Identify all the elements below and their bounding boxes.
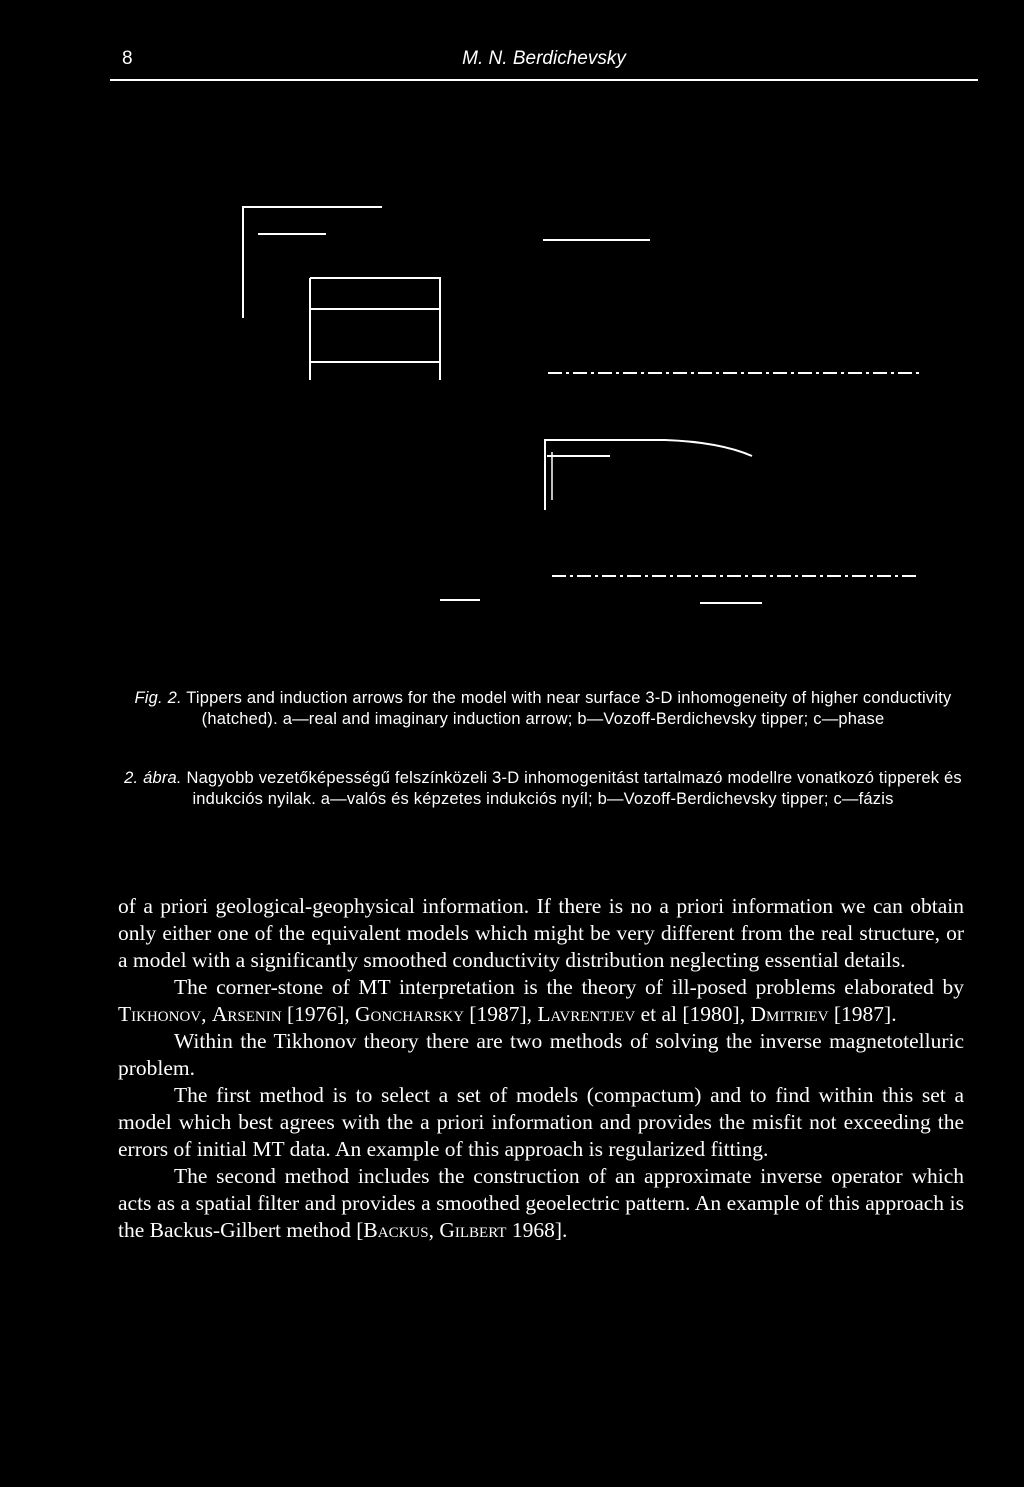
figure-tipper-curve <box>545 440 752 510</box>
figure-2 <box>0 0 1024 640</box>
figure-model-outline <box>243 207 382 318</box>
citation-lavrentjev: Lavrentjev <box>537 1002 636 1026</box>
citation-backus: Backus <box>363 1218 429 1242</box>
figure-model-box <box>310 278 440 380</box>
page-number: 8 <box>122 48 133 69</box>
caption-hu-text: Nagyobb vezetőképességű felszínközeli 3-D inhomogenitást tartalmazó modellre vonatkozó tipperek és indukciós nyilak. a—valós és képzetes indukciós nyíl; b—Vozoff-Berdichevsky tipper; c—fázis <box>181 769 962 808</box>
citation-arsenin: Arsenin <box>211 1002 282 1026</box>
citation-tikhonov: Tikhonov <box>118 1002 202 1026</box>
running-head: M. N. Berdichevsky <box>462 48 626 69</box>
caption-hu-label: 2. ábra. <box>124 769 182 787</box>
citation-gilbert: Gilbert <box>439 1218 507 1242</box>
paragraph-4: The first method is to select a set of models (compactum) and to find within this set a model which best agrees with the a priori information and provides the misfit not exceeding the errors of initial MT data. An example of this approach is regularized fitting. <box>118 1083 964 1161</box>
body-text <box>118 893 964 1244</box>
figure-caption-en <box>118 688 968 730</box>
citation-dmitriev: Dmitriev <box>750 1002 829 1026</box>
caption-en-text: Tippers and induction arrows for the model with near surface 3-D inhomogeneity of higher conductivity (hatched). a—real and imaginary induction arrow; b—Vozoff-Berdichevsky tipper; c—phase <box>181 689 952 728</box>
figure-caption-hu <box>118 768 968 810</box>
paragraph-5: The second method includes the construction of an approximate inverse operator which acts as a spatial filter and provides a smoothed geoelectric pattern. An example of this approach is the Backus-Gilbert method [Backus, Gilbert 1968]. <box>118 1164 964 1242</box>
paragraph-3: Within the Tikhonov theory there are two methods of solving the inverse magnetotelluric problem. <box>118 1029 964 1080</box>
paragraph-2: The corner-stone of MT interpretation is the theory of ill-posed problems elaborated by Tikhonov, Arsenin [1976], Goncharsky [1987], Lavrentjev et al [1980], Dmitriev [1987]. <box>118 975 964 1026</box>
paragraph-1: of a priori geological-geophysical information. If there is no a priori information we can obtain only either one of the equivalent models which might be very different from the real structure, or a model with a significantly smoothed conductivity distribution neglecting essential details. <box>118 894 964 972</box>
caption-en-label: Fig. 2. <box>134 689 182 707</box>
citation-goncharsky: Goncharsky <box>355 1002 464 1026</box>
